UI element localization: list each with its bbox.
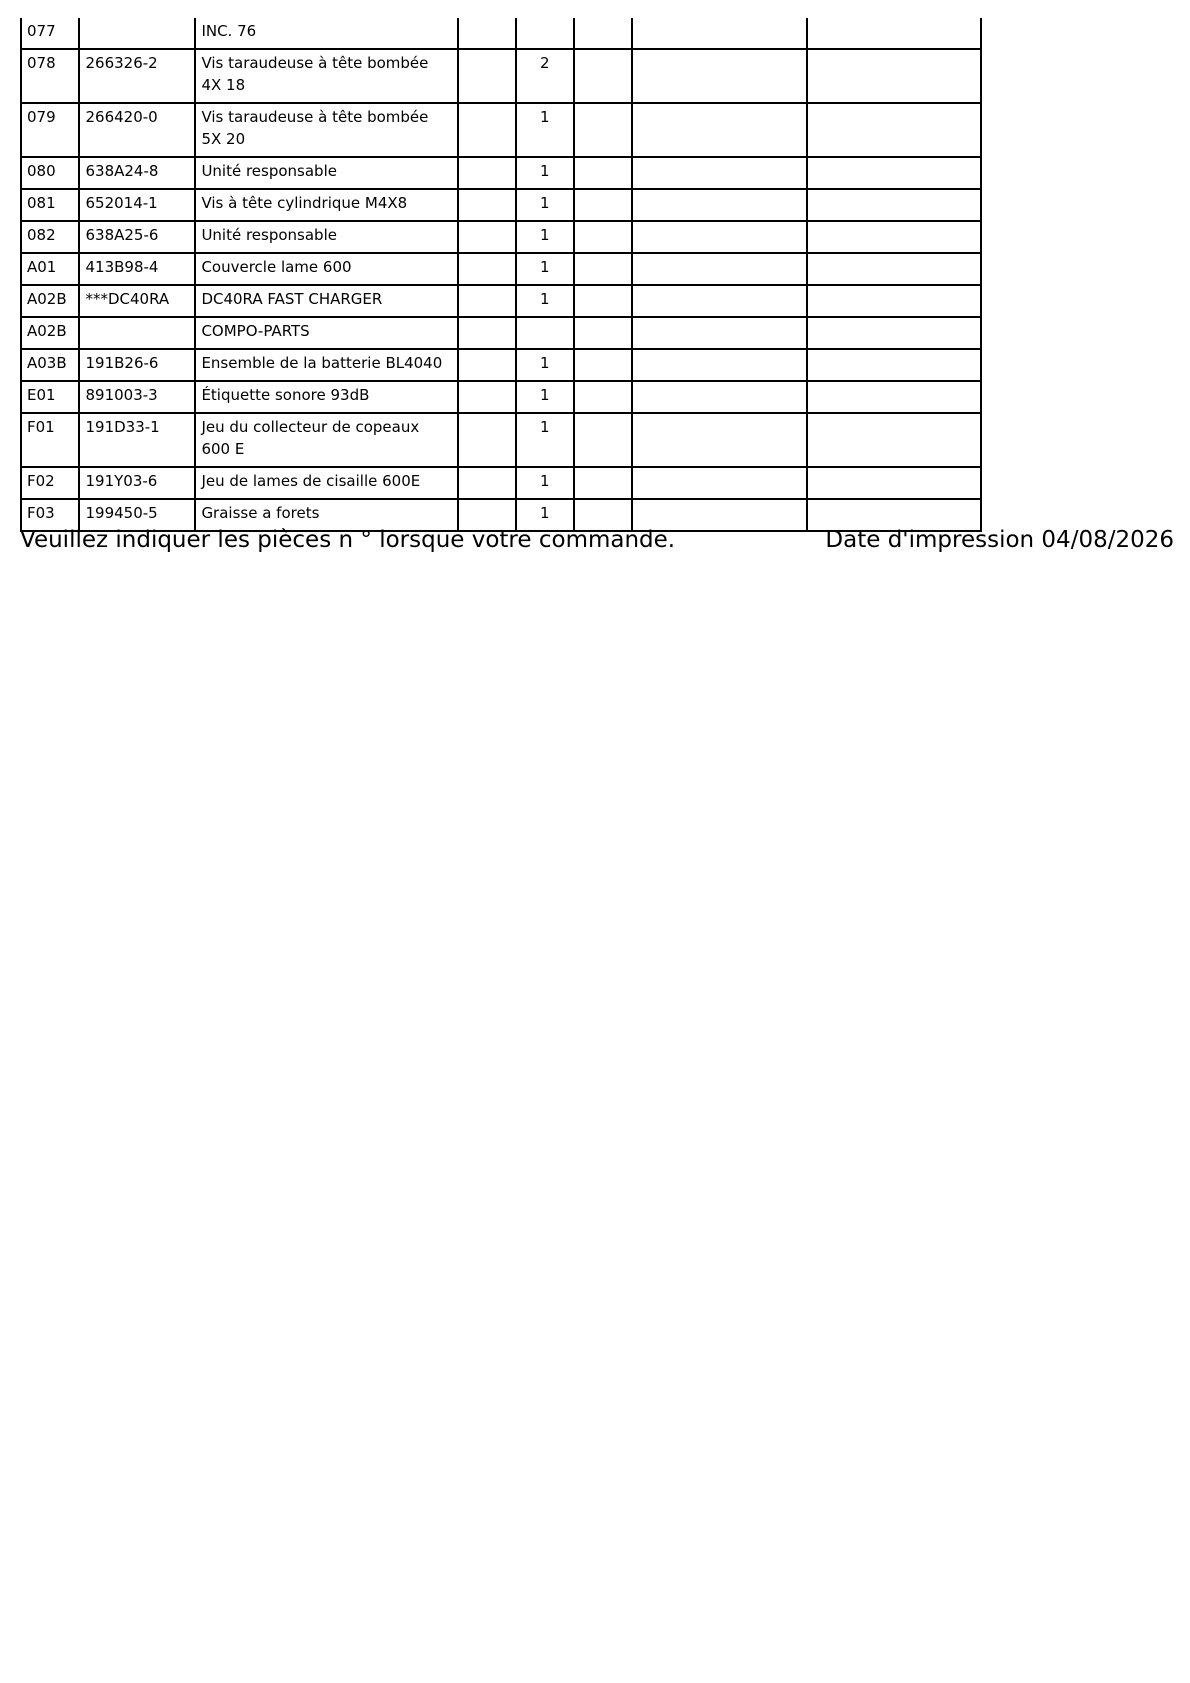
item-number-cell: A02B: [21, 285, 79, 317]
empty-cell: [632, 253, 806, 285]
empty-cell: [574, 157, 632, 189]
empty-cell: [807, 467, 982, 499]
empty-cell: [458, 253, 516, 285]
item-number-cell: 082: [21, 221, 79, 253]
empty-cell: [632, 157, 806, 189]
part-reference-cell: 891003-3: [79, 381, 195, 413]
table-row: [21, 467, 981, 499]
empty-cell: [458, 189, 516, 221]
empty-cell: [574, 103, 632, 157]
item-number-cell: 081: [21, 189, 79, 221]
table-row: [21, 221, 981, 253]
part-reference-cell: 199450-5: [79, 499, 195, 531]
table-row: [21, 413, 981, 467]
quantity-cell: 1: [516, 467, 573, 499]
empty-cell: [807, 317, 982, 349]
description-cell: Vis à tête cylindrique M4X8: [195, 189, 457, 221]
empty-cell: [807, 49, 982, 103]
empty-cell: [458, 103, 516, 157]
empty-cell: [632, 349, 806, 381]
parts-table: [20, 18, 982, 532]
item-number-cell: 077: [21, 18, 79, 49]
part-reference-cell: 191D33-1: [79, 413, 195, 467]
table-row: [21, 253, 981, 285]
description-cell: Unité responsable: [195, 157, 457, 189]
quantity-cell: [516, 18, 573, 49]
empty-cell: [632, 103, 806, 157]
item-number-cell: 078: [21, 49, 79, 103]
empty-cell: [807, 103, 982, 157]
item-number-cell: 079: [21, 103, 79, 157]
empty-cell: [574, 467, 632, 499]
description-cell: Ensemble de la batterie BL4040: [195, 349, 457, 381]
description-cell: Étiquette sonore 93dB: [195, 381, 457, 413]
empty-cell: [807, 413, 982, 467]
empty-cell: [458, 381, 516, 413]
empty-cell: [632, 413, 806, 467]
description-cell: Couvercle lame 600: [195, 253, 457, 285]
print-date: Date d'impression 04/08/2026: [825, 527, 1174, 553]
empty-cell: [632, 285, 806, 317]
description-cell: Vis taraudeuse à tête bombée 4X 18: [195, 49, 457, 103]
table-row: [21, 381, 981, 413]
quantity-cell: 1: [516, 413, 573, 467]
part-reference-cell: 638A25-6: [79, 221, 195, 253]
part-reference-cell: 191B26-6: [79, 349, 195, 381]
empty-cell: [574, 317, 632, 349]
part-reference-cell: 413B98-4: [79, 253, 195, 285]
item-number-cell: F02: [21, 467, 79, 499]
quantity-cell: 1: [516, 285, 573, 317]
quantity-cell: 2: [516, 49, 573, 103]
part-reference-cell: 638A24-8: [79, 157, 195, 189]
description-cell: COMPO-PARTS: [195, 317, 457, 349]
table-row: [21, 189, 981, 221]
quantity-cell: 1: [516, 381, 573, 413]
empty-cell: [807, 253, 982, 285]
quantity-cell: [516, 317, 573, 349]
item-number-cell: 080: [21, 157, 79, 189]
empty-cell: [458, 285, 516, 317]
empty-cell: [632, 221, 806, 253]
empty-cell: [574, 253, 632, 285]
table-row: [21, 103, 981, 157]
empty-cell: [807, 189, 982, 221]
empty-cell: [807, 221, 982, 253]
item-number-cell: E01: [21, 381, 79, 413]
parts-table-body: [21, 18, 981, 531]
table-row: [21, 49, 981, 103]
empty-cell: [632, 49, 806, 103]
empty-cell: [574, 49, 632, 103]
quantity-cell: 1: [516, 253, 573, 285]
part-reference-cell: 191Y03-6: [79, 467, 195, 499]
empty-cell: [632, 317, 806, 349]
description-cell: Vis taraudeuse à tête bombée 5X 20: [195, 103, 457, 157]
quantity-cell: 1: [516, 189, 573, 221]
table-row: [21, 317, 981, 349]
quantity-cell: 1: [516, 103, 573, 157]
empty-cell: [574, 221, 632, 253]
part-reference-cell: [79, 317, 195, 349]
empty-cell: [632, 467, 806, 499]
description-cell: Jeu du collecteur de copeaux 600 E: [195, 413, 457, 467]
empty-cell: [632, 18, 806, 49]
item-number-cell: F03: [21, 499, 79, 531]
empty-cell: [807, 381, 982, 413]
description-cell: Jeu de lames de cisaille 600E: [195, 467, 457, 499]
item-number-cell: A02B: [21, 317, 79, 349]
empty-cell: [632, 381, 806, 413]
part-reference-cell: 266420-0: [79, 103, 195, 157]
empty-cell: [574, 18, 632, 49]
quantity-cell: 1: [516, 349, 573, 381]
empty-cell: [574, 285, 632, 317]
item-number-cell: F01: [21, 413, 79, 467]
description-cell: INC. 76: [195, 18, 457, 49]
empty-cell: [807, 285, 982, 317]
description-cell: Unité responsable: [195, 221, 457, 253]
part-reference-cell: 652014-1: [79, 189, 195, 221]
description-cell: DC40RA FAST CHARGER: [195, 285, 457, 317]
empty-cell: [458, 157, 516, 189]
part-reference-cell: ***DC40RA: [79, 285, 195, 317]
quantity-cell: 1: [516, 157, 573, 189]
empty-cell: [574, 349, 632, 381]
empty-cell: [574, 381, 632, 413]
part-reference-cell: [79, 18, 195, 49]
empty-cell: [632, 189, 806, 221]
empty-cell: [807, 349, 982, 381]
table-row: [21, 285, 981, 317]
item-number-cell: A03B: [21, 349, 79, 381]
empty-cell: [807, 157, 982, 189]
empty-cell: [458, 221, 516, 253]
order-note: Veuillez indiquer les pièces n ° lorsque votre commande.: [20, 527, 676, 553]
part-reference-cell: 266326-2: [79, 49, 195, 103]
table-row: [21, 157, 981, 189]
empty-cell: [458, 349, 516, 381]
empty-cell: [458, 49, 516, 103]
empty-cell: [807, 18, 982, 49]
empty-cell: [458, 317, 516, 349]
description-cell: Graisse a forets: [195, 499, 457, 531]
empty-cell: [574, 189, 632, 221]
quantity-cell: 1: [516, 499, 573, 531]
empty-cell: [458, 467, 516, 499]
table-row: [21, 18, 981, 49]
item-number-cell: A01: [21, 253, 79, 285]
quantity-cell: 1: [516, 221, 573, 253]
table-row: [21, 349, 981, 381]
empty-cell: [574, 413, 632, 467]
empty-cell: [458, 18, 516, 49]
empty-cell: [458, 413, 516, 467]
